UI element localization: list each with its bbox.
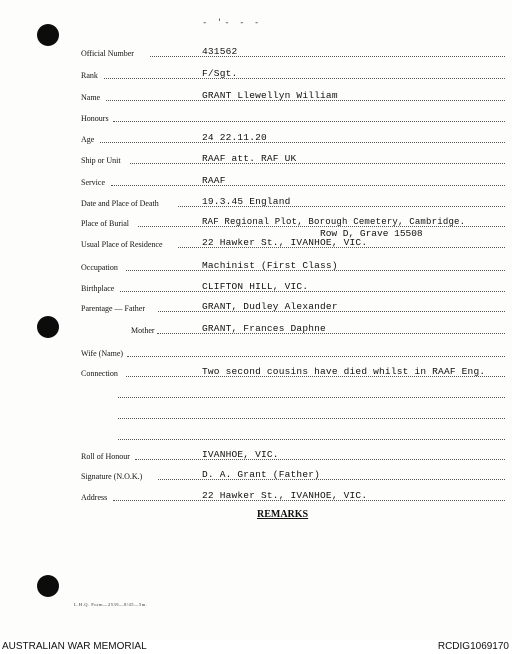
row-name [0,88,512,104]
punch-hole-top [37,24,59,46]
date-place-death-label: Date and Place of Death [81,199,159,208]
dotted-line [120,291,505,292]
address-label: Address [81,493,108,502]
row-connection [0,364,512,380]
place-of-burial-grave: Row D, Grave 15508 [320,228,423,239]
rank-value: F/Sgt. [202,68,238,79]
signature-label: Signature (N.O.K.) [81,472,143,481]
wife-label: Wife (Name) [81,349,124,358]
usual-residence-label: Usual Place of Residence [81,240,163,249]
remarks-heading: REMARKS [257,509,309,520]
occupation-value: Machinist (First Class) [202,260,338,271]
place-of-burial-value: RAF Regional Plot, Borough Cemetery, Cambridge. [202,217,466,227]
dotted-line [113,121,505,122]
dotted-line [100,142,505,143]
name-value: GRANT Llewellyn William [202,90,338,101]
place-of-burial-label: Place of Burial [81,219,129,228]
row-birthplace [0,279,512,295]
dotted-line [130,163,505,164]
row-official-number [0,44,512,60]
row-wife [0,344,512,360]
usual-residence-value: 22 Hawker St., IVANHOE, VIC. [202,237,368,248]
archive-reference: RCDIG1069170 [437,641,509,652]
row-rank [0,66,512,82]
row-usual-residence [0,235,512,251]
honours-label: Honours [81,114,109,123]
signature-value: D. A. Grant (Father) [202,469,321,480]
roll-of-honour-label: Roll of Honour [81,452,130,461]
row-address [0,488,512,504]
row-occupation [0,258,512,274]
date-place-death-value: 19.3.45 England [202,196,291,207]
service-label: Service [81,178,105,187]
birthplace-label: Birthplace [81,284,115,293]
dotted-line [118,418,505,419]
punch-hole-bottom [37,575,59,597]
row-date-place-death [0,194,512,210]
parentage-father-label: Parentage — Father [81,304,145,313]
archive-name: AUSTRALIAN WAR MEMORIAL [2,641,147,652]
ship-or-unit-value: RAAF att. RAF UK [202,153,297,164]
roll-of-honour-value: IVANHOE, VIC. [202,449,279,460]
official-number-value: 431562 [202,46,238,57]
service-value: RAAF [202,175,226,186]
dotted-line [111,185,505,186]
row-connection-extra [0,385,512,401]
connection-value: Two second cousins have died whilst in RAAF Eng. [202,366,486,377]
official-number-label: Official Number [81,49,134,58]
dotted-line [118,397,505,398]
row-roll-of-honour [0,447,512,463]
birthplace-value: CLIFTON HILL, VIC. [202,281,309,292]
occupation-label: Occupation [81,263,118,272]
row-signature [0,467,512,483]
archive-footer [0,640,512,654]
dotted-line [104,78,505,79]
row-connection-extra [0,406,512,422]
ship-or-unit-label: Ship or Unit [81,156,121,165]
address-value: 22 Hawker St., IVANHOE, VIC. [202,490,368,501]
name-label: Name [81,93,101,102]
dotted-line [135,459,505,460]
age-value: 24 22.11.20 [202,132,267,143]
row-honours [0,109,512,125]
dotted-line [127,356,505,357]
row-service [0,173,512,189]
top-mark: - '- - - [202,18,262,28]
row-ship-or-unit [0,151,512,167]
row-connection-extra [0,427,512,443]
age-label: Age [81,135,95,144]
parentage-father-value: GRANT, Dudley Alexander [202,301,338,312]
rank-label: Rank [81,71,98,80]
row-parentage-father [0,299,512,315]
dotted-line [118,439,505,440]
row-parentage-mother [0,321,512,337]
row-place-of-burial [0,214,512,239]
parentage-mother-value: GRANT, Frances Daphne [202,323,326,334]
form-number: L.H.Q. Form—2539—8/45—5m. [74,602,148,607]
parentage-mother-label: Mother [131,326,155,335]
connection-label: Connection [81,369,118,378]
row-age [0,130,512,146]
